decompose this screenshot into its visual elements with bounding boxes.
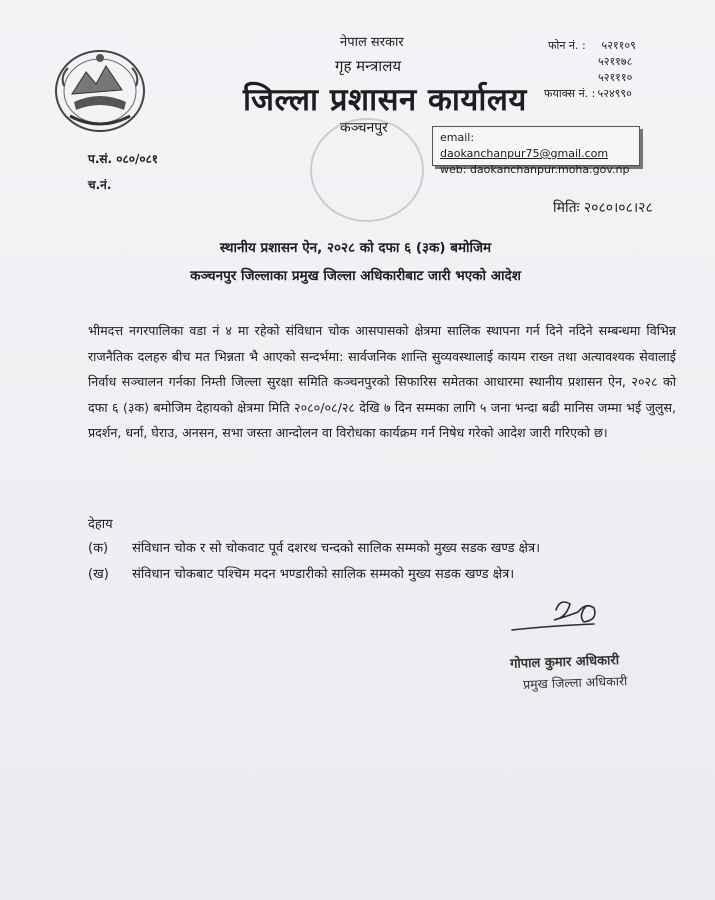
area-text: संविधान चोक र सो चोकवाट पूर्व दशरथ चन्दको सालिक सम्मको मुख्य सडक खण्ड क्षेत्र। [132,541,541,556]
web-line [440,162,639,178]
phone-label: फोन नं. : [548,39,586,52]
phone-line-3 [548,70,632,85]
government-name: नेपाल सरकार [340,35,404,50]
web-label: web: [440,163,467,176]
email-link[interactable]: daokanchanpur75@gmail.com [440,147,609,160]
subject-line-1: स्थानीय प्रशासन ऐन, २०२८ को दफा ६ (३क) बमोजिम [219,240,492,256]
phone-line-1 [548,38,636,53]
fax-line [544,86,632,101]
phone-number: ५२११७८ [598,55,633,68]
area-text: संविधान चोकबाट पश्चिम मदन भण्डारीको सालिक सम्मको मुख्य सडक खण्ड क्षेत्र। [132,567,515,582]
dispatch-number: च.नं. [88,178,112,192]
signatory-title: प्रमुख जिल्ला अधिकारी [522,673,628,692]
area-marker: (क) [88,541,109,556]
subject-line-2: कञ्चनपुर जिल्लाका प्रमुख जिल्ला अधिकारीबाट जारी भएको आदेश [190,268,521,284]
phone-line-2 [548,54,632,69]
signatory-name: गोपाल कुमार अधिकारी [509,653,620,672]
fax-number: ५२४९९० [597,87,632,100]
nepal-emblem-icon [52,46,148,136]
phone-number: ५२१११० [598,71,633,84]
district-name: कञ्चनपुर [340,120,388,136]
area-marker: (ख) [88,567,109,582]
signature-mark [508,596,608,636]
contact-box [432,126,640,176]
email-line [440,130,639,162]
areas-heading: देहाय [88,517,113,532]
web-link[interactable]: daokanchanpur.moha.gov.np [469,163,630,176]
order-body: भीमदत्त नगरपालिका वडा नं ४ मा रहेको संविधान चोक आसपासको क्षेत्रमा सालिक स्थापना गर्न दिने नदिने सम्बन्धमा विभिन्न राजनैतिक दलहरु बीच मत भिन्नता भै आएको सन्दर्भमा: सार्वजनिक शान्ति सुव्यवस्थालाई कायम राख्न तथा अत्यावश्यक सेवालाई निर्वाध सञ्चालन गर्नका निम्ती जिल्ला सुरक्षा समिति कञ्चनपुरको सिफारिस समेतका आधारमा स्थानीय प्रशासन ऐन, २०२८ को दफा ६ (३क) बमोजिम देहायको क्षेत्रमा मिति २०८०/०८/२८ देखि ७ दिन सम्मका लागि ५ जना भन्दा बढी मानिस जम्मा भई जुलुस, प्रदर्शन, धर्ना, घेराउ, अनसन, सभा जस्ता आन्दोलन वा विरोधका कार्यक्रम गर्न निषेध गरेको आदेश जारी गरिएको छ। [88,323,676,441]
letter-date: मितिः २०८०।०८।२८ [553,200,653,216]
office-name: जिल्ला प्रशासन कार्यालय [243,82,527,118]
ministry-name: गृह मन्त्रालय [335,57,402,75]
phone-number: ५२११०९ [601,39,636,52]
area-item [88,564,514,582]
fax-label: फयाक्स नं. : [544,87,596,100]
office-stamp [310,118,424,222]
reference-number: प.सं. ०८०/०८१ [88,152,159,166]
area-item [88,538,540,556]
email-label: email: [440,131,475,144]
